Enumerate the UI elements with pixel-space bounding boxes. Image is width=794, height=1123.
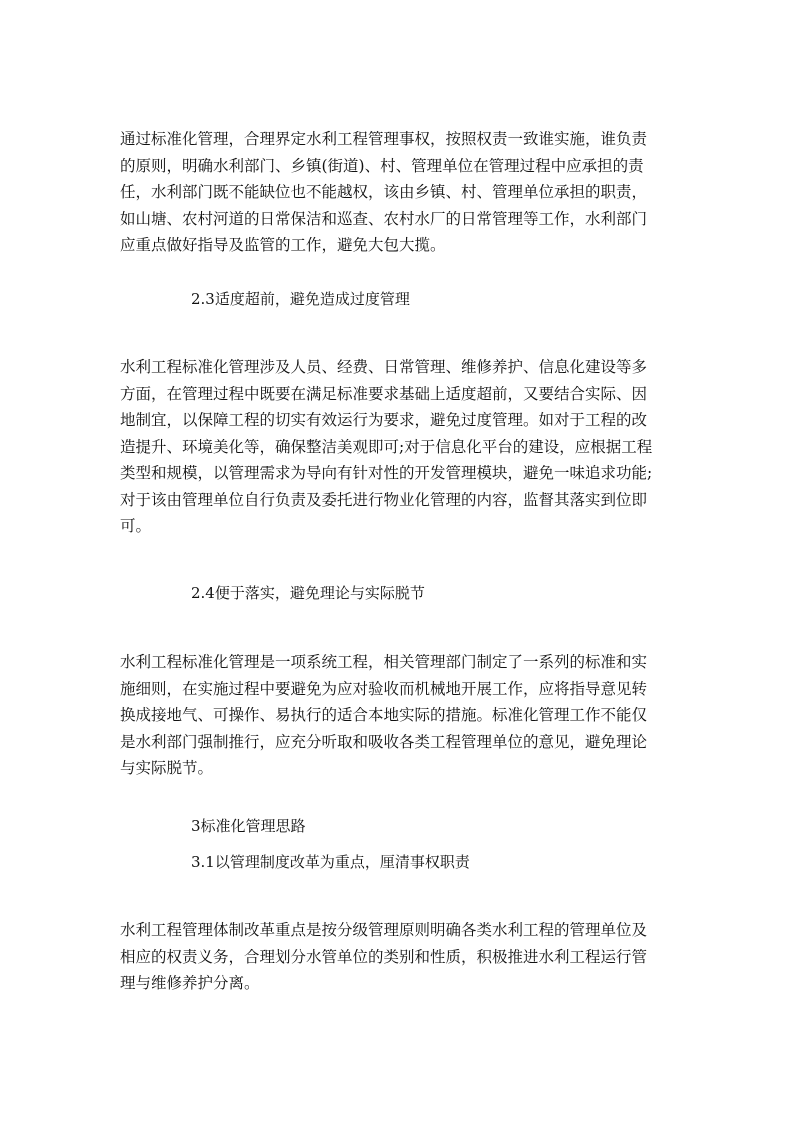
text-line: 对于该由管理单位自行负责及委托进行物业化管理的内容，监督其落实到位即 bbox=[120, 490, 648, 509]
section-heading-2-4: 2.4便于落实，避免理论与实际脱节 bbox=[191, 584, 425, 602]
paragraph-moderate-advance bbox=[120, 354, 680, 540]
section-heading-2-3: 2.3适度超前，避免造成过度管理 bbox=[191, 290, 410, 308]
text-line: 水利工程标准化管理是一项系统工程，相关管理部门制定了一系列的标准和实 bbox=[120, 653, 648, 671]
text-line: 的原则，明确水利部门、乡镇(街道)、村、管理单位在管理过程中应承担的责 bbox=[120, 156, 644, 175]
text-line: 与实际脱节。 bbox=[120, 759, 214, 777]
paragraph-responsibility bbox=[120, 126, 680, 259]
text-line: 任，水利部门既不能缺位也不能越权，该由乡镇、村、管理单位承担的职责， bbox=[120, 183, 648, 201]
text-line: 如山塘、农村河道的日常保洁和巡查、农村水厂的日常管理等工作，水利部门 bbox=[120, 209, 648, 228]
text-line: 方面，在管理过程中既要在满足标准要求基础上适度超前，又要结合实际、因 bbox=[120, 384, 648, 403]
paragraph-reform bbox=[120, 917, 680, 997]
text-line: 地制宜，以保障工程的切实有效运行为要求，避免过度管理。如对于工程的改 bbox=[120, 411, 648, 429]
text-line: 造提升、环境美化等，确保整洁美观即可;对于信息化平台的建设，应根据工程 bbox=[120, 437, 653, 456]
text-line: 水利工程标准化管理涉及人员、经费、日常管理、维修养护、信息化建设等多 bbox=[120, 358, 648, 376]
text-line: 理与维修养护分离。 bbox=[120, 974, 260, 992]
text-line: 相应的权责义务，合理划分水管单位的类别和性质，积极推进水利工程运行管 bbox=[120, 947, 648, 966]
text-line: 类型和规模，以管理需求为导向有针对性的开发管理模块，避免一味追求功能; bbox=[120, 464, 653, 482]
text-line: 应重点做好指导及监管的工作，避免大包大揽。 bbox=[120, 236, 446, 254]
text-line: 是水利部门强制推行，应充分听取和吸收各类工程管理单位的意见，避免理论 bbox=[120, 732, 648, 751]
text-line: 施细则，在实施过程中要避免为应对验收而机械地开展工作，应将指导意见转 bbox=[120, 679, 648, 698]
section-heading-3-1: 3.1以管理制度改革为重点，厘清事权职责 bbox=[191, 853, 470, 871]
paragraph-practical bbox=[120, 649, 680, 782]
text-line: 通过标准化管理，合理界定水利工程管理事权，按照权责一致谁实施，谁负责 bbox=[120, 130, 648, 148]
text-line: 水利工程管理体制改革重点是按分级管理原则明确各类水利工程的管理单位及 bbox=[120, 921, 648, 939]
text-line: 可。 bbox=[120, 517, 152, 535]
text-line: 换成接地气、可操作、易执行的适合本地实际的措施。标准化管理工作不能仅 bbox=[120, 706, 648, 724]
section-heading-3: 3标准化管理思路 bbox=[191, 817, 306, 835]
